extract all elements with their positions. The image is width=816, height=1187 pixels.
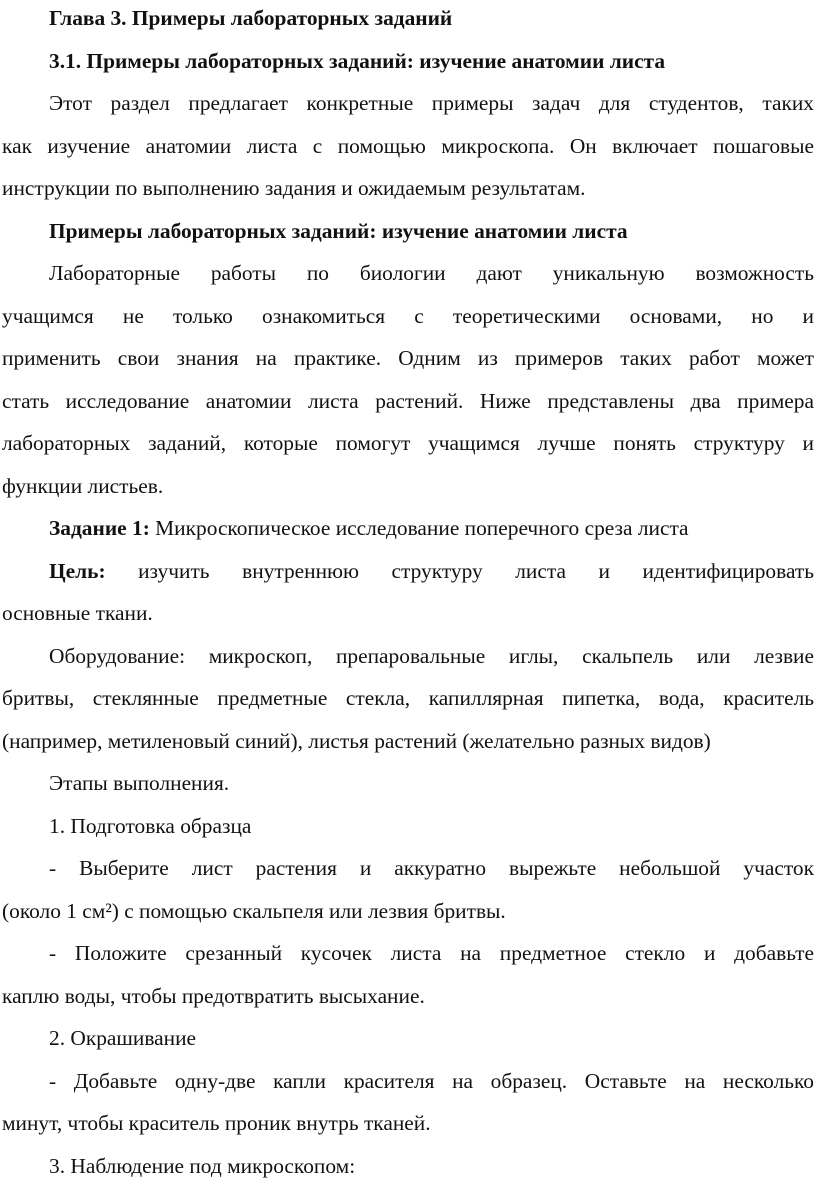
intro-line-2: как изучение анатомии листа с помощью микроскопа. Он включает пошаговые bbox=[2, 125, 814, 168]
step1-item1-line-2: (около 1 см²) с помощью скальпеля или лезвия бритвы. bbox=[2, 890, 814, 933]
equipment-line-3: (например, метиленовый синий), листья растений (желательно разных видов) bbox=[2, 720, 814, 763]
step3-title: 3. Наблюдение под микроскопом: bbox=[2, 1145, 814, 1187]
intro-line-3: инструкции по выполнению задания и ожидаемым результатам. bbox=[2, 167, 814, 210]
body-line-2: учащимся не только ознакомиться с теоретическими основами, но и bbox=[2, 295, 814, 338]
body-line-4: стать исследование анатомии листа растений. Ниже представлены два примера bbox=[2, 380, 814, 423]
body-line-6: функции листьев. bbox=[2, 465, 814, 508]
subheading: Примеры лабораторных заданий: изучение анатомии листа bbox=[2, 210, 814, 253]
goal-line-1 bbox=[2, 550, 814, 593]
task-label: Задание 1: bbox=[49, 516, 150, 540]
equipment-line-2: бритвы, стеклянные предметные стекла, капиллярная пипетка, вода, краситель bbox=[2, 677, 814, 720]
step2-title: 2. Окрашивание bbox=[2, 1017, 814, 1060]
stages-title: Этапы выполнения. bbox=[2, 762, 814, 805]
goal-line-2: основные ткани. bbox=[2, 592, 814, 635]
goal-label: Цель: bbox=[49, 559, 106, 583]
intro-line-1: Этот раздел предлагает конкретные примеры задач для студентов, таких bbox=[2, 82, 814, 125]
body-line-5: лабораторных заданий, которые помогут учащимся лучше понять структуру и bbox=[2, 422, 814, 465]
step1-item2-line-1: - Положите срезанный кусочек листа на предметное стекло и добавьте bbox=[2, 932, 814, 975]
step1-title: 1. Подготовка образца bbox=[2, 805, 814, 848]
step2-item1-line-1: - Добавьте одну-две капли красителя на образец. Оставьте на несколько bbox=[2, 1060, 814, 1103]
goal-text: изучить внутреннюю структуру листа и идентифицировать bbox=[106, 559, 814, 583]
section-title: 3.1. Примеры лабораторных заданий: изучение анатомии листа bbox=[2, 40, 814, 83]
step2-item1-line-2: минут, чтобы краситель проник внутрь тканей. bbox=[2, 1102, 814, 1145]
body-line-1: Лабораторные работы по биологии дают уникальную возможность bbox=[2, 252, 814, 295]
body-line-3: применить свои знания на практике. Одним из примеров таких работ может bbox=[2, 337, 814, 380]
task-line bbox=[2, 507, 814, 550]
step1-item1-line-1: - Выберите лист растения и аккуратно вырежьте небольшой участок bbox=[2, 847, 814, 890]
equipment-line-1: Оборудование: микроскоп, препаровальные иглы, скальпель или лезвие bbox=[2, 635, 814, 678]
step1-item2-line-2: каплю воды, чтобы предотвратить высыхание. bbox=[2, 975, 814, 1018]
task-text: Микроскопическое исследование поперечного среза листа bbox=[150, 516, 689, 540]
chapter-title: Глава 3. Примеры лабораторных заданий bbox=[2, 0, 814, 40]
